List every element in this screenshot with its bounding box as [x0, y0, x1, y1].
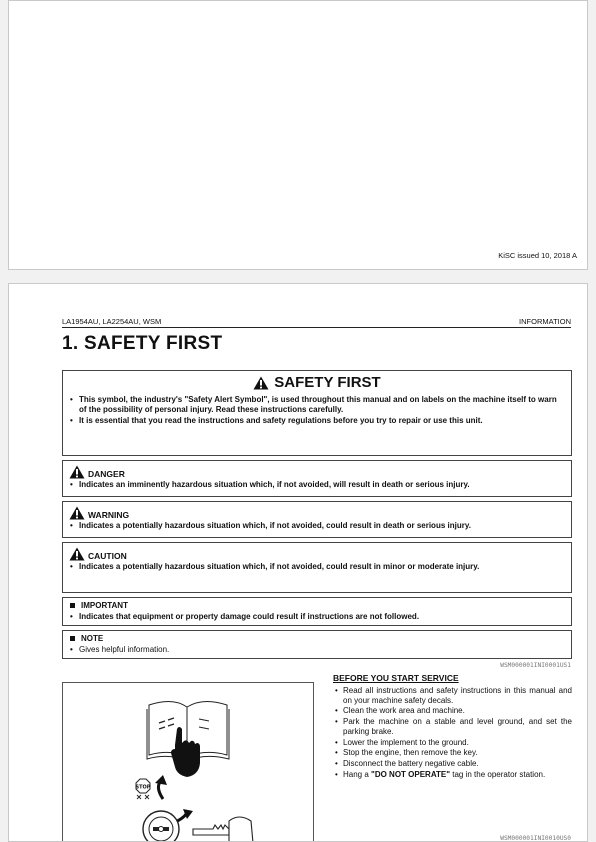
doc-code: WSM000001INI0010US0	[500, 835, 571, 842]
illustration-frame	[62, 682, 314, 842]
warning-box	[62, 501, 572, 538]
list-item: • Disconnect the battery negative cable.	[335, 758, 479, 768]
doc-code: WSM000001INI0001US1	[500, 662, 571, 669]
warning-text: • Indicates a potentially hazardous situation which, if not avoided, could result in death or serious injury.	[70, 521, 471, 530]
alert-triangle-icon	[253, 376, 269, 390]
alert-triangle-icon	[69, 465, 85, 479]
danger-box	[62, 460, 572, 497]
ignition-switch-icon	[143, 811, 179, 842]
issue-footer: KiSC issued 10, 2018 A	[498, 251, 577, 260]
safety-first-title: SAFETY FIRST	[69, 374, 565, 391]
square-bullet-icon	[70, 636, 75, 641]
safety-bullet: • This symbol, the industry's "Safety Alert Symbol", is used throughout this manual and on labels on the machine itself to warn of the possibility of personal injury. Read these instructions carefully.	[70, 395, 557, 414]
model-header: LA1954AU, LA2254AU, WSM	[62, 317, 162, 326]
svg-text:STOP: STOP	[135, 784, 151, 791]
before-service-title: BEFORE YOU START SERVICE	[333, 673, 459, 683]
safety-first-box	[62, 370, 572, 456]
previous-page	[8, 0, 588, 270]
square-bullet-icon	[70, 603, 75, 608]
list-item: • Clean the work area and machine.	[335, 706, 465, 716]
header-rule	[62, 327, 571, 328]
list-item: • Park the machine on a stable and level ground, and set the parking brake.	[335, 717, 572, 736]
note-text: • Gives helpful information.	[70, 645, 170, 654]
important-box	[62, 597, 572, 626]
list-item: • Read all instructions and safety instructions in this manual and on your machine safety decals.	[335, 686, 572, 705]
alert-triangle-icon	[69, 547, 85, 561]
caution-text: • Indicates a potentially hazardous situation which, if not avoided, could result in minor or moderate injury.	[70, 562, 480, 571]
list-item: • Hang a "DO NOT OPERATE" tag in the operator station.	[335, 769, 546, 779]
list-item: • Stop the engine, then remove the key.	[335, 748, 478, 758]
page-title: 1. SAFETY FIRST	[62, 333, 223, 354]
service-illustration	[63, 683, 313, 842]
danger-text: • Indicates an imminently hazardous situation which, if not avoided, will result in death or serious injury.	[70, 480, 470, 489]
safety-bullet: • It is essential that you read the instructions and safety regulations before you try to repair or use this unit.	[70, 416, 483, 425]
note-box	[62, 630, 572, 659]
alert-triangle-icon	[69, 506, 85, 520]
important-text: • Indicates that equipment or property damage could result if instructions are not followed.	[70, 612, 420, 621]
stop-sign-icon	[136, 779, 151, 799]
caution-label: CAUTION	[69, 547, 565, 561]
arrow-icon	[155, 775, 167, 785]
warning-label: WARNING	[69, 506, 565, 520]
list-item: • Lower the implement to the ground.	[335, 737, 469, 747]
danger-label: DANGER	[69, 465, 565, 479]
note-label: NOTE	[69, 634, 565, 643]
section-header: INFORMATION	[519, 317, 571, 326]
key-icon	[193, 817, 253, 842]
manual-page	[8, 283, 588, 842]
important-label: IMPORTANT	[69, 601, 565, 610]
caution-box	[62, 542, 572, 593]
before-service-list	[333, 686, 572, 780]
